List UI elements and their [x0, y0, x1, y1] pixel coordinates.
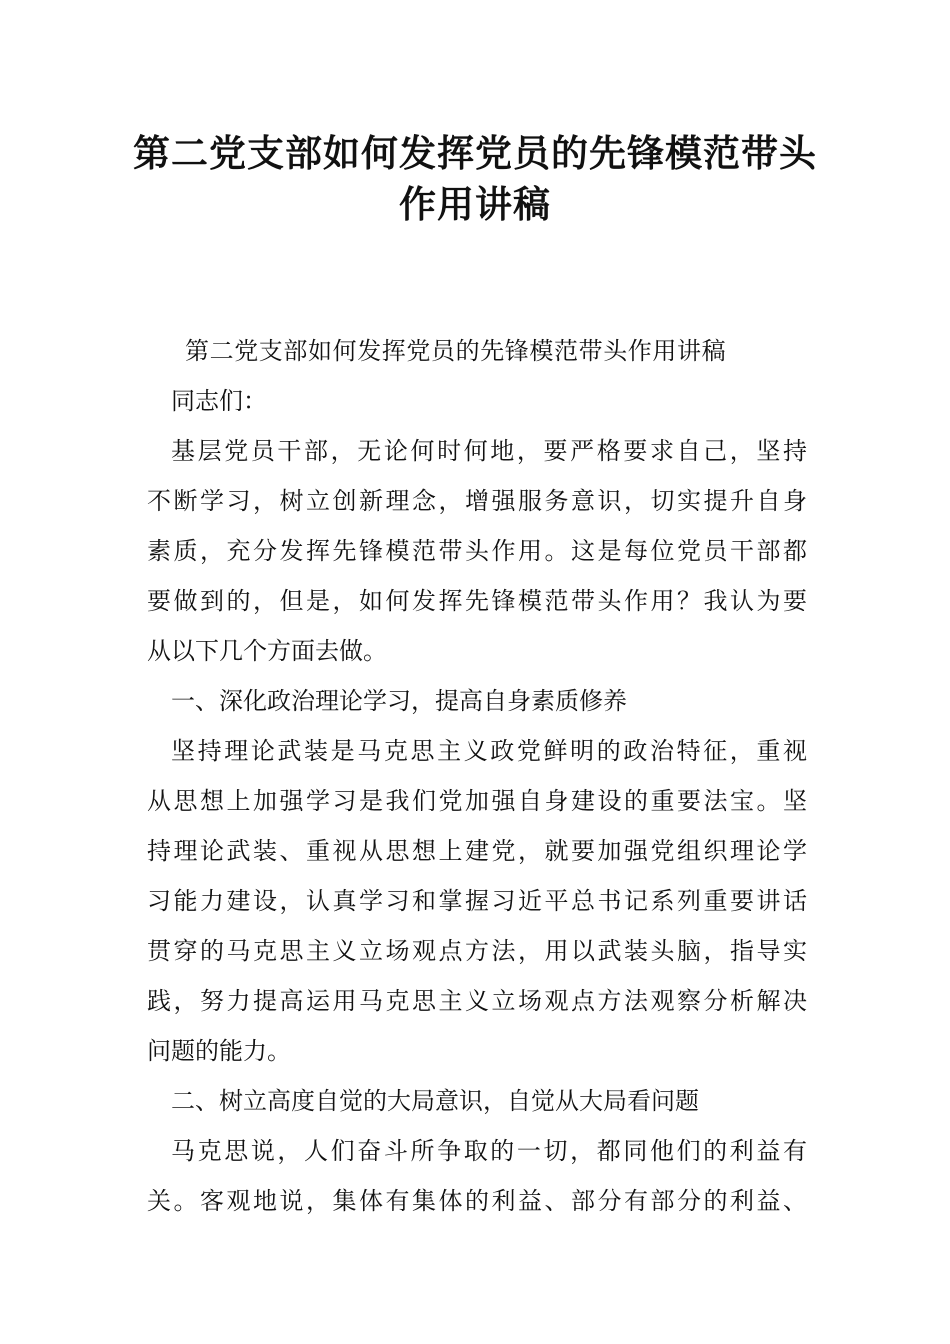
body-text-line: 一、深化政治理论学习，提高自身素质修养	[171, 687, 627, 715]
title-line-1: 第二党支部如何发挥党员的先锋模范带头	[133, 131, 817, 175]
body-text-line: 二、树立高度自觉的大局意识，自觉从大局看问题	[171, 1087, 699, 1115]
body-text-line: 同志们：	[171, 387, 267, 415]
body-text-line: 持理论武装、重视从思想上建党，就要加强党组织理论学	[147, 837, 807, 865]
title-line-2: 作用讲稿	[399, 182, 551, 226]
body-text-line: 马克思说，人们奋斗所争取的一切，都同他们的利益有	[171, 1137, 807, 1165]
body-text-line: 从思想上加强学习是我们党加强自身建设的重要法宝。坚	[147, 787, 807, 815]
body-text-line: 关。客观地说，集体有集体的利益、部分有部分的利益、	[147, 1187, 807, 1215]
body-text-line: 习能力建设，认真学习和掌握习近平总书记系列重要讲话	[147, 887, 807, 915]
body-text-line: 坚持理论武装是马克思主义政党鲜明的政治特征，重视	[171, 737, 807, 765]
body-text-line: 要做到的，但是，如何发挥先锋模范带头作用？我认为要	[147, 587, 807, 615]
body-text-line: 贯穿的马克思主义立场观点方法，用以武装头脑，指导实	[147, 937, 807, 965]
body-text-line: 不断学习，树立创新理念，增强服务意识，切实提升自身	[147, 487, 807, 515]
body-text-line: 从以下几个方面去做。	[147, 637, 387, 665]
speech-heading: 第二党支部如何发挥党员的先锋模范带头作用讲稿	[185, 337, 727, 365]
document-title	[120, 128, 830, 230]
body-text-line: 问题的能力。	[147, 1037, 291, 1065]
body-text-line: 基层党员干部，无论何时何地，要严格要求自己，坚持	[171, 437, 807, 465]
document-body	[147, 326, 807, 1226]
body-text-line: 践，努力提高运用马克思主义立场观点方法观察分析解决	[147, 987, 807, 1015]
body-text-line: 素质，充分发挥先锋模范带头作用。这是每位党员干部都	[147, 537, 807, 565]
